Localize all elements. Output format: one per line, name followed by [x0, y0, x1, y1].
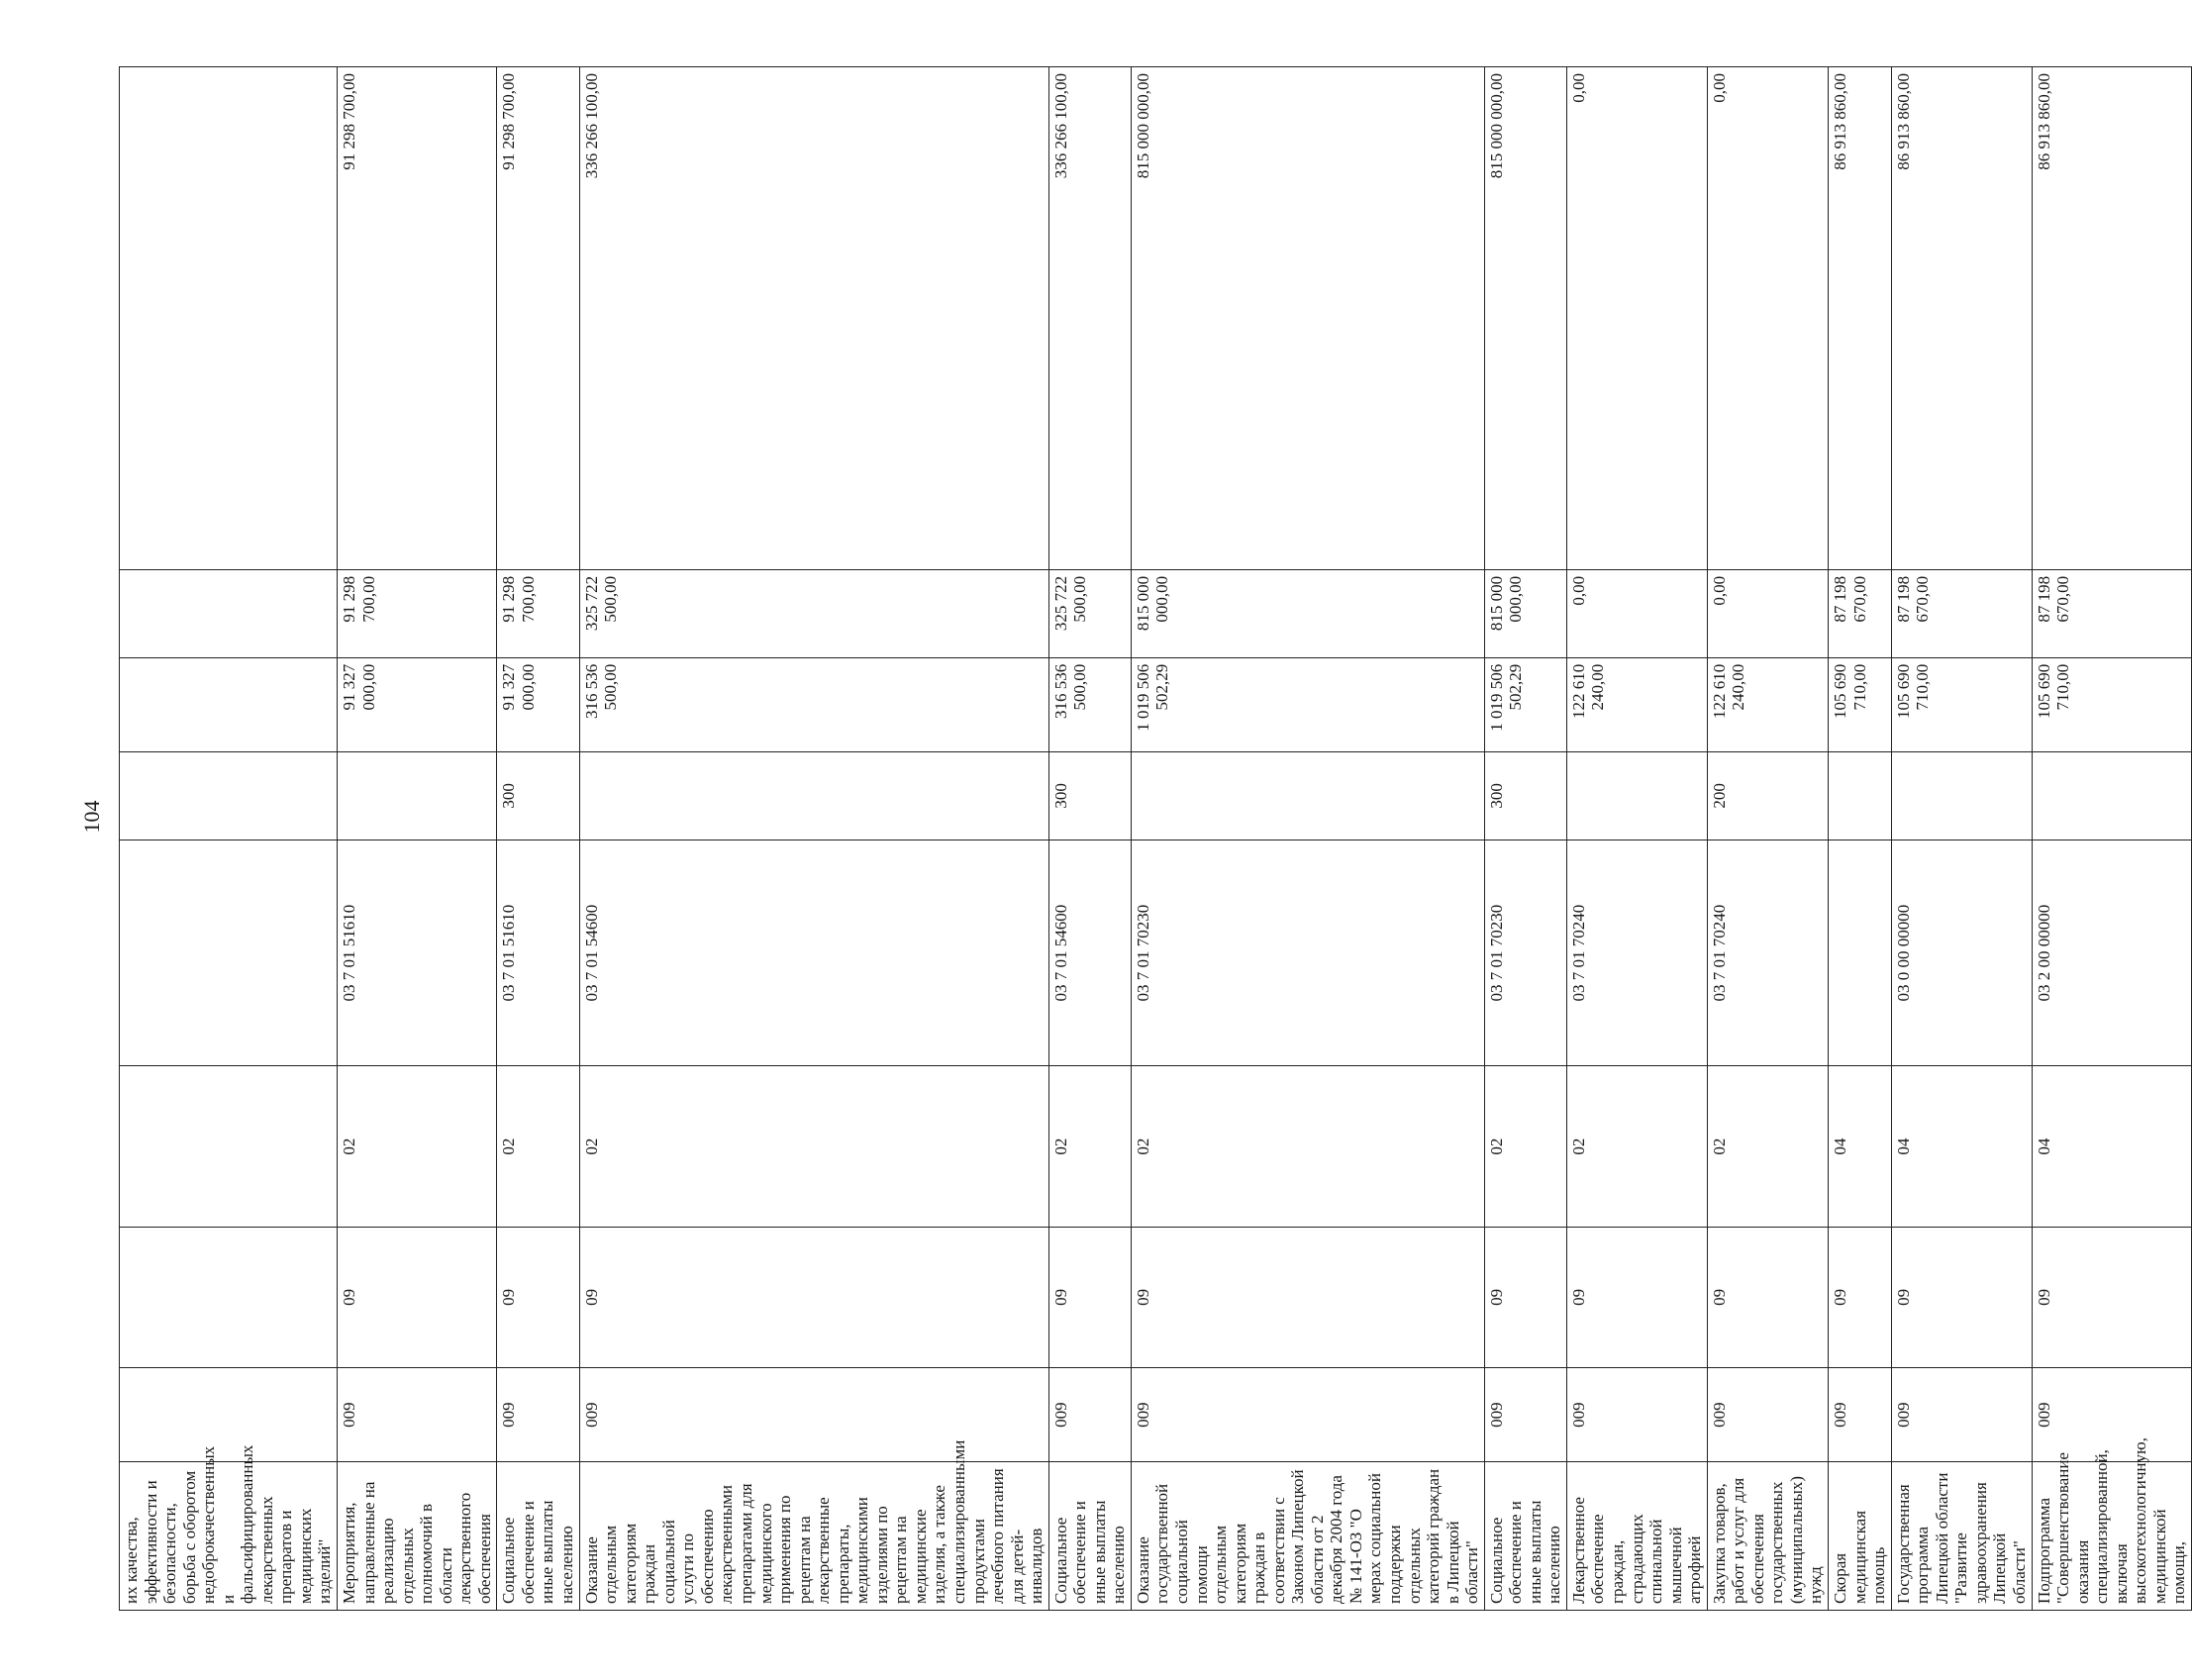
subsection-cell: 02 [338, 1066, 497, 1228]
table-row [1707, 67, 1828, 1611]
subsection-cell [120, 1066, 338, 1228]
amount-2022-cell: 105 690 710,00 [2032, 657, 2191, 751]
expense-kind-cell [1829, 751, 1892, 840]
amount-2024-cell: 0,00 [1707, 67, 1828, 570]
admin-code-cell: 009 [497, 1368, 579, 1462]
subsection-cell: 02 [1048, 1066, 1131, 1228]
admin-code-cell: 009 [1048, 1368, 1131, 1462]
item-name-cell: Социальное обеспечение и иные выплаты населению [1048, 1462, 1131, 1611]
expense-kind-cell [579, 751, 1048, 840]
item-name-cell: Скорая медицинская помощь [1829, 1462, 1892, 1611]
target-article-cell [1829, 840, 1892, 1066]
table-row [497, 67, 579, 1611]
amount-2023-cell: 87 198 670,00 [1829, 569, 1892, 657]
subsection-cell: 02 [579, 1066, 1048, 1228]
table-row [1048, 67, 1131, 1611]
section-cell: 09 [579, 1227, 1048, 1367]
table-body [120, 67, 2192, 1611]
subsection-cell: 02 [497, 1066, 579, 1228]
amount-2023-cell: 91 298 700,00 [497, 569, 579, 657]
budget-table [119, 66, 2192, 1611]
admin-code-cell: 009 [2032, 1368, 2191, 1462]
amount-2024-cell [120, 67, 338, 570]
amount-2023-cell: 91 298 700,00 [338, 569, 497, 657]
admin-code-cell [120, 1368, 338, 1462]
table-row [338, 67, 497, 1611]
table-row [2032, 67, 2191, 1611]
section-cell: 09 [1829, 1227, 1892, 1367]
amount-2022-cell: 91 327 000,00 [338, 657, 497, 751]
section-cell: 09 [1048, 1227, 1131, 1367]
amount-2023-cell: 87 198 670,00 [2032, 569, 2191, 657]
amount-2024-cell: 815 000 000,00 [1484, 67, 1566, 570]
target-article-cell [120, 840, 338, 1066]
amount-2022-cell: 122 610 240,00 [1707, 657, 1828, 751]
page-number: 104 [79, 800, 104, 834]
item-name-cell: Оказание отдельным категориям граждан социальной услуги по обеспечению лекарственными препаратами для медицинского применения по рецептам на лекарственные препараты, медицинскими изделиями по рецептам на медицинские изделия, а также специализированными продуктами лечебного питания для детей-инвалидов [579, 1462, 1048, 1611]
section-cell: 09 [1484, 1227, 1566, 1367]
admin-code-cell: 009 [579, 1368, 1048, 1462]
expense-kind-cell [1566, 751, 1707, 840]
target-article-cell: 03 2 00 00000 [2032, 840, 2191, 1066]
expense-kind-cell [338, 751, 497, 840]
item-name-cell: Оказание государственной социальной помощи отдельным категориям граждан в соответствии с Законом Липецкой области от 2 декабря 2004 года № 141-ОЗ "О мерах социальной поддержки отдельных категорий граждан в Липецкой области" [1131, 1462, 1484, 1611]
admin-code-cell: 009 [1829, 1368, 1892, 1462]
amount-2022-cell: 105 690 710,00 [1829, 657, 1892, 751]
table-row [1484, 67, 1566, 1611]
table-row [1891, 67, 2032, 1611]
expense-kind-cell [1131, 751, 1484, 840]
subsection-cell: 02 [1131, 1066, 1484, 1228]
item-name-cell: Подпрограмма "Совершенствование оказания специализированной, включая высокотехнологичную, медицинской помощи, [2032, 1462, 2191, 1611]
target-article-cell: 03 7 01 51610 [497, 840, 579, 1066]
admin-code-cell: 009 [338, 1368, 497, 1462]
amount-2023-cell: 325 722 500,00 [1048, 569, 1131, 657]
table-row [1566, 67, 1707, 1611]
subsection-cell: 02 [1566, 1066, 1707, 1228]
item-name-cell: Закупка товаров, работ и услуг для обеспечения государственных (муниципальных) нужд [1707, 1462, 1828, 1611]
amount-2022-cell: 316 536 500,00 [1048, 657, 1131, 751]
subsection-cell: 04 [1891, 1066, 2032, 1228]
budget-table-rotated [119, 66, 2189, 1611]
section-cell: 09 [1131, 1227, 1484, 1367]
amount-2022-cell: 91 327 000,00 [497, 657, 579, 751]
section-cell: 09 [1566, 1227, 1707, 1367]
target-article-cell: 03 7 01 70230 [1131, 840, 1484, 1066]
amount-2022-cell [120, 657, 338, 751]
subsection-cell: 04 [2032, 1066, 2191, 1228]
item-name-cell: их качества, эффективности и безопасности, борьба с оборотом недоброкачественных и фальсифицированных лекарственных препаратов и медицинских изделий" [120, 1462, 338, 1611]
target-article-cell: 03 0 00 00000 [1891, 840, 2032, 1066]
section-cell: 09 [1707, 1227, 1828, 1367]
table-row [120, 67, 338, 1611]
amount-2023-cell: 0,00 [1707, 569, 1828, 657]
expense-kind-cell [120, 751, 338, 840]
admin-code-cell: 009 [1707, 1368, 1828, 1462]
amount-2024-cell: 86 913 860,00 [2032, 67, 2191, 570]
item-name-cell: Социальное обеспечение и иные выплаты населению [497, 1462, 579, 1611]
amount-2022-cell: 1 019 506 502,29 [1484, 657, 1566, 751]
subsection-cell: 04 [1829, 1066, 1892, 1228]
amount-2022-cell: 105 690 710,00 [1891, 657, 2032, 751]
expense-kind-cell [2032, 751, 2191, 840]
section-cell: 09 [1891, 1227, 2032, 1367]
amount-2023-cell: 815 000 000,00 [1484, 569, 1566, 657]
section-cell: 09 [338, 1227, 497, 1367]
amount-2022-cell: 1 019 506 502,29 [1131, 657, 1484, 751]
target-article-cell: 03 7 01 54600 [579, 840, 1048, 1066]
expense-kind-cell: 300 [1048, 751, 1131, 840]
amount-2024-cell: 86 913 860,00 [1829, 67, 1892, 570]
section-cell: 09 [2032, 1227, 2191, 1367]
amount-2022-cell: 316 536 500,00 [579, 657, 1048, 751]
target-article-cell: 03 7 01 51610 [338, 840, 497, 1066]
item-name-cell: Социальное обеспечение и иные выплаты населению [1484, 1462, 1566, 1611]
amount-2023-cell: 325 722 500,00 [579, 569, 1048, 657]
expense-kind-cell: 300 [497, 751, 579, 840]
target-article-cell: 03 7 01 70240 [1566, 840, 1707, 1066]
item-name-cell: Мероприятия, направленные на реализацию отдельных полномочий в области лекарственного обеспечения [338, 1462, 497, 1611]
amount-2022-cell: 122 610 240,00 [1566, 657, 1707, 751]
amount-2024-cell: 0,00 [1566, 67, 1707, 570]
table-row [1131, 67, 1484, 1611]
section-cell: 09 [497, 1227, 579, 1367]
admin-code-cell: 009 [1566, 1368, 1707, 1462]
subsection-cell: 02 [1707, 1066, 1828, 1228]
target-article-cell: 03 7 01 54600 [1048, 840, 1131, 1066]
admin-code-cell: 009 [1131, 1368, 1484, 1462]
section-cell [120, 1227, 338, 1367]
amount-2023-cell: 87 198 670,00 [1891, 569, 2032, 657]
subsection-cell: 02 [1484, 1066, 1566, 1228]
amount-2024-cell: 91 298 700,00 [338, 67, 497, 570]
amount-2024-cell: 336 266 100,00 [579, 67, 1048, 570]
table-row [1829, 67, 1892, 1611]
table-row [579, 67, 1048, 1611]
admin-code-cell: 009 [1891, 1368, 2032, 1462]
expense-kind-cell [1891, 751, 2032, 840]
amount-2023-cell: 0,00 [1566, 569, 1707, 657]
expense-kind-cell: 300 [1484, 751, 1566, 840]
amount-2024-cell: 91 298 700,00 [497, 67, 579, 570]
target-article-cell: 03 7 01 70240 [1707, 840, 1828, 1066]
amount-2024-cell: 86 913 860,00 [1891, 67, 2032, 570]
item-name-cell: Государственная программа Липецкой области "Развитие здравоохранения Липецкой области" [1891, 1462, 2032, 1611]
admin-code-cell: 009 [1484, 1368, 1566, 1462]
amount-2023-cell [120, 569, 338, 657]
item-name-cell: Лекарственное обеспечение граждан, страдающих спинальной мышечной атрофией [1566, 1462, 1707, 1611]
amount-2023-cell: 815 000 000,00 [1131, 569, 1484, 657]
target-article-cell: 03 7 01 70230 [1484, 840, 1566, 1066]
amount-2024-cell: 815 000 000,00 [1131, 67, 1484, 570]
amount-2024-cell: 336 266 100,00 [1048, 67, 1131, 570]
expense-kind-cell: 200 [1707, 751, 1828, 840]
